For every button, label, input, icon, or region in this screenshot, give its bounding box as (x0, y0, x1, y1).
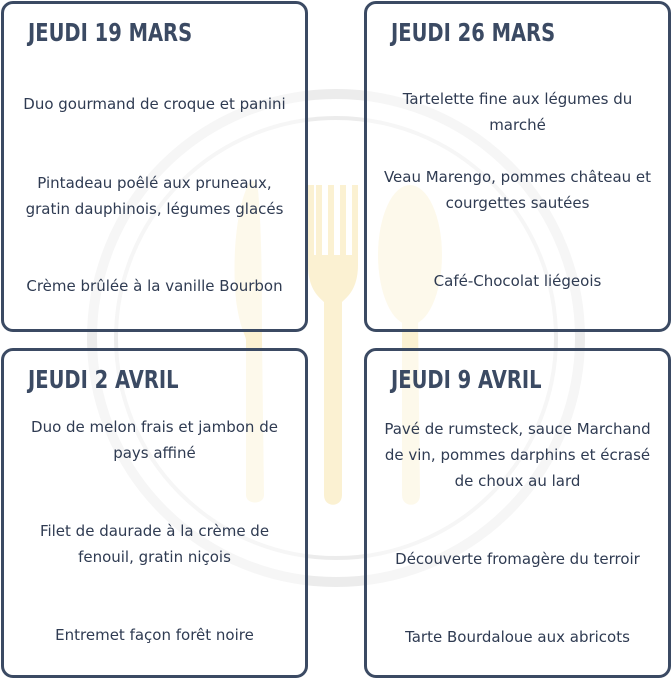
starter-dish: Duo de melon frais et jambon de pays affiné (31, 418, 278, 462)
dessert-dish: Crème brûlée à la vanille Bourbon (26, 277, 283, 295)
fork-icon (308, 185, 358, 505)
dessert-dish: Entremet façon forêt noire (55, 626, 254, 644)
menu-date-title: JEUDI 19 MARS (28, 18, 193, 47)
main-dish: Pavé de rumsteck, sauce Marchand de vin, pommes darphins et écrasé de choux au lard (384, 420, 651, 490)
dessert-dish: Tarte Bourdaloue aux abricots (405, 628, 630, 646)
starter-dish: Tartelette fine aux légumes du marché (402, 90, 633, 134)
main-dish: Veau Marengo, pommes château et courgettes sautées (383, 168, 652, 212)
menu-card-26-mars (364, 1, 671, 332)
menu-date-title: JEUDI 9 AVRIL (391, 365, 542, 394)
menu-card-2-avril (1, 348, 308, 678)
starter-dish: Duo gourmand de croque et panini (23, 95, 286, 113)
menu-date-title: JEUDI 2 AVRIL (28, 365, 179, 394)
menu-card-9-avril (364, 348, 671, 678)
main-dish: Filet de daurade à la crème de fenouil, gratin niçois (39, 522, 270, 566)
cheese-dish: Découverte fromagère du terroir (395, 550, 640, 568)
menu-date-title: JEUDI 26 MARS (391, 18, 556, 47)
main-dish: Pintadeau poêlé aux pruneaux, gratin dauphinois, légumes glacés (25, 174, 284, 218)
menu-card-19-mars (1, 1, 308, 332)
dessert-dish: Café-Chocolat liégeois (433, 272, 602, 290)
